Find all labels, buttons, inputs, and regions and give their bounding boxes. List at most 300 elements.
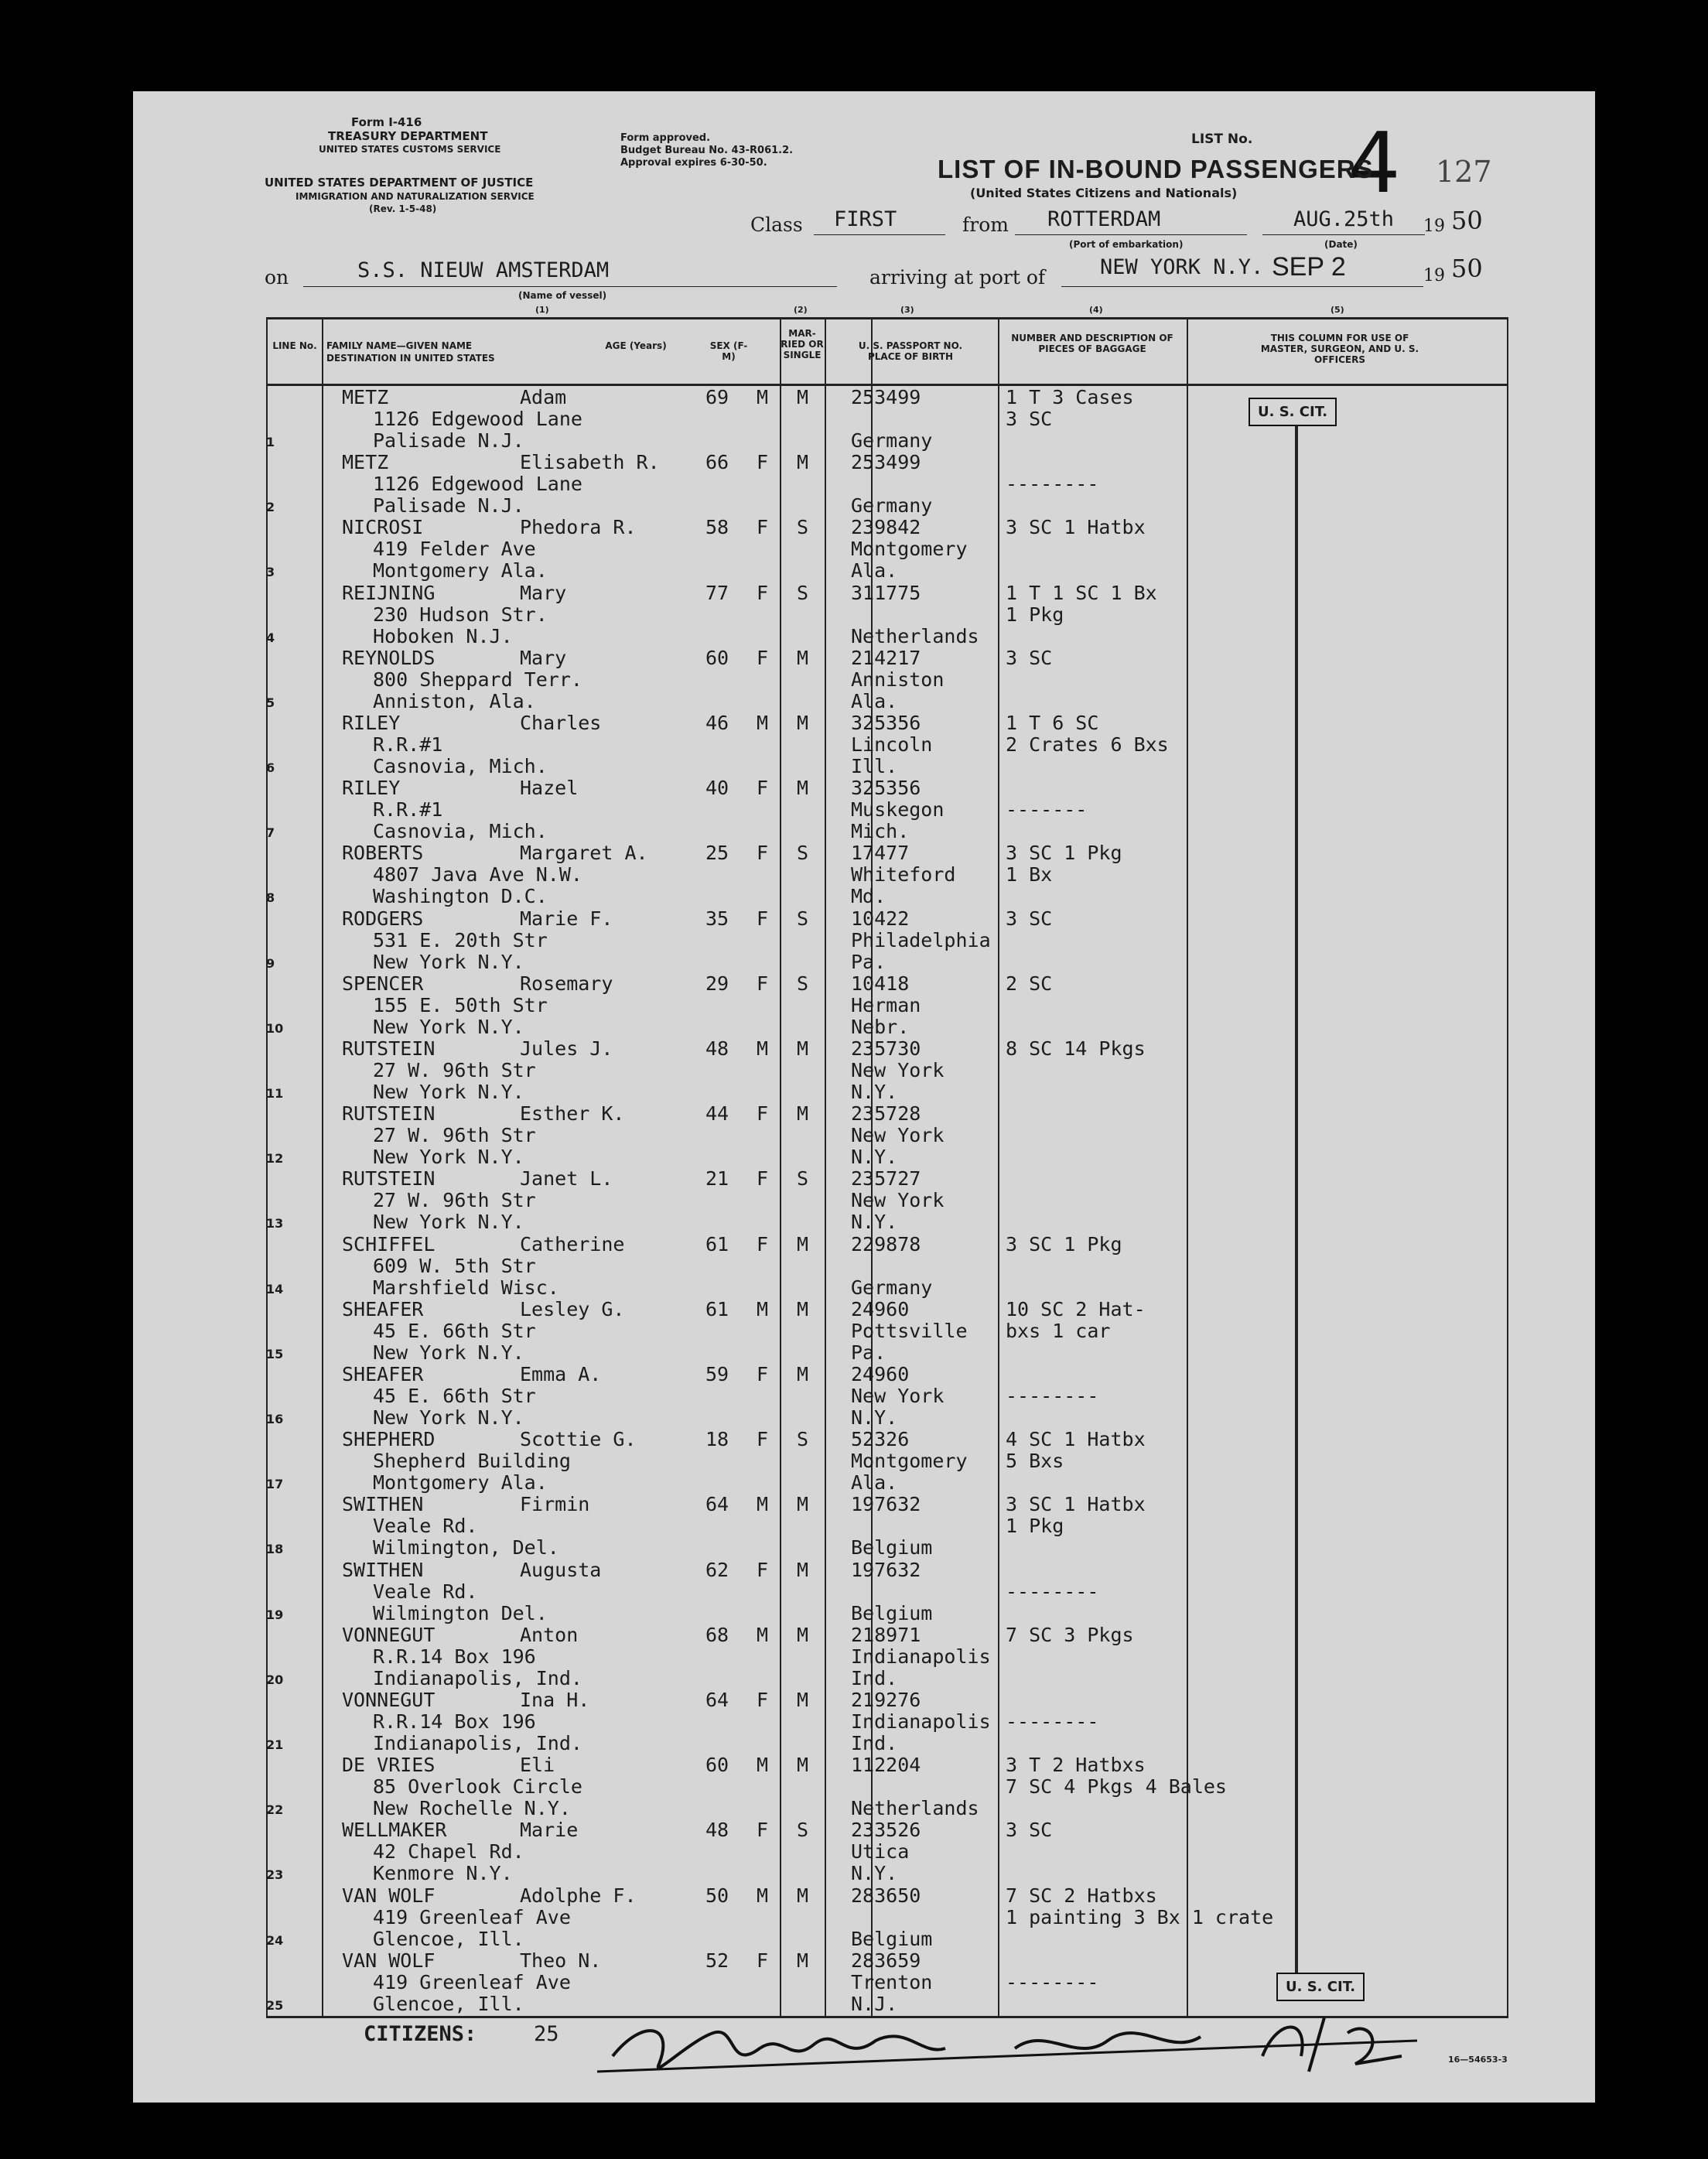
baggage-line-2: -------- — [1006, 1385, 1099, 1407]
baggage-line: 10 SC 2 Hat- — [1006, 1297, 1146, 1320]
address-line: 419 Greenleaf Ave — [373, 1970, 571, 1993]
passport-number: 197632 — [851, 1493, 921, 1516]
baggage-line: 2 SC — [1006, 972, 1053, 995]
baggage-line-2: bxs 1 car — [1006, 1319, 1111, 1342]
baggage-line-2: 2 Crates 6 Bxs — [1006, 733, 1169, 756]
sex-value: F — [757, 842, 769, 865]
age-value: 61 — [705, 1232, 729, 1255]
address-line: 85 Overlook Circle — [373, 1775, 582, 1799]
passport-number: 218971 — [851, 1623, 921, 1646]
passenger-list-sheet — [133, 91, 1595, 2103]
given-name: Rosemary — [520, 972, 613, 995]
age-value: 77 — [705, 581, 729, 604]
marital-status: S — [797, 516, 809, 539]
address-line: 27 W. 96th Str — [373, 1189, 536, 1212]
address-city: New York N.Y. — [373, 950, 524, 973]
vessel-name: S.S. NIEUW AMSTERDAM — [357, 258, 610, 282]
baggage-line: 3 SC 1 Pkg — [1006, 1232, 1122, 1255]
line-number: 21 — [266, 1737, 284, 1752]
from-label: from — [962, 214, 1009, 236]
address-city: Palisade N.J. — [373, 494, 524, 518]
baggage-line: 3 SC — [1006, 1819, 1053, 1842]
age-value: 35 — [705, 907, 729, 930]
age-value: 64 — [705, 1689, 729, 1711]
family-name: METZ — [342, 451, 389, 474]
year-label-1: 19 — [1423, 217, 1445, 236]
birth-place: Montgomery — [851, 1450, 968, 1473]
header-destination: DESTINATION IN UNITED STATES — [326, 353, 495, 364]
col-rule — [998, 317, 999, 2017]
marital-status: M — [797, 1037, 809, 1060]
family-name: RODGERS — [342, 907, 424, 930]
embark-date-value: AUG.25th — [1293, 207, 1395, 231]
passport-number: 311775 — [851, 581, 921, 604]
rev-date: (Rev. 1-5-48) — [369, 203, 437, 214]
header-passport: U. S. PASSPORT NO. PLACE OF BIRTH — [858, 340, 963, 362]
baggage-line: 1 T 1 SC 1 Bx — [1006, 581, 1157, 604]
line-number: 12 — [266, 1151, 284, 1167]
marital-status: M — [797, 1754, 809, 1777]
birth-place-2: Germany — [851, 1276, 933, 1299]
marital-status: M — [797, 451, 809, 474]
sex-value: M — [757, 712, 769, 734]
birth-place: New York — [851, 1059, 945, 1081]
baggage-line: 7 SC 2 Hatbxs — [1006, 1884, 1157, 1907]
header-age: AGE (Years) — [605, 340, 667, 351]
address-city: Indianapolis, Ind. — [373, 1732, 582, 1754]
baggage-line: 3 SC — [1006, 646, 1053, 669]
passport-number: 24960 — [851, 1363, 910, 1385]
age-value: 69 — [705, 386, 729, 408]
marital-status: M — [797, 386, 809, 408]
passport-number: 229878 — [851, 1232, 921, 1255]
form-id: Form I-416 — [351, 115, 422, 129]
year-label-2: 19 — [1423, 266, 1445, 285]
col-rule — [825, 317, 826, 2017]
line-number: 22 — [266, 1802, 284, 1818]
birth-place: Pottsville — [851, 1319, 968, 1342]
given-name: Hazel — [520, 777, 579, 800]
family-name: SHEAFER — [342, 1363, 424, 1385]
passport-number: 253499 — [851, 386, 921, 408]
family-name: METZ — [342, 386, 389, 408]
birth-place: Indianapolis — [851, 1645, 991, 1668]
given-name: Margaret A. — [520, 842, 648, 865]
sex-value: F — [757, 1232, 769, 1255]
year-value-1: 50 — [1451, 206, 1483, 235]
passport-number: 283650 — [851, 1884, 921, 1907]
address-city: Anniston, Ala. — [373, 689, 536, 712]
address-city: Wilmington, Del. — [373, 1536, 559, 1559]
birth-place: Trenton — [851, 1970, 933, 1993]
marital-status: S — [797, 972, 809, 995]
address-city: New York N.Y. — [373, 1406, 524, 1429]
age-value: 29 — [705, 972, 729, 995]
header-married: MAR-RIED OR SINGLE — [781, 328, 824, 360]
birth-place-2: Ala. — [851, 689, 898, 712]
marital-status: S — [797, 1167, 809, 1191]
address-city: Casnovia, Mich. — [373, 820, 548, 843]
given-name: Phedora R. — [520, 516, 637, 539]
passport-number: 197632 — [851, 1558, 921, 1581]
line-number: 15 — [266, 1346, 284, 1361]
age-value: 18 — [705, 1428, 729, 1451]
address-line: Veale Rd. — [373, 1515, 478, 1538]
address-city: Montgomery Ala. — [373, 1471, 548, 1495]
family-name: REYNOLDS — [342, 646, 436, 669]
citizens-count: 25 — [534, 2022, 559, 2046]
address-line: 230 Hudson Str. — [373, 603, 548, 626]
sex-value: F — [757, 1819, 769, 1842]
age-value: 44 — [705, 1102, 729, 1126]
line-number: 23 — [266, 1867, 284, 1883]
col-num-1: (1) — [535, 305, 549, 315]
birth-place: Philadelphia — [851, 928, 991, 951]
address-line: 1126 Edgewood Lane — [373, 473, 582, 496]
sex-value: F — [757, 1428, 769, 1451]
address-city: Washington D.C. — [373, 885, 548, 908]
us-citizen-stamp-top: U. S. CIT. — [1249, 398, 1337, 426]
col-num-2: (2) — [794, 305, 808, 315]
marital-status: S — [797, 1819, 809, 1842]
line-number: 19 — [266, 1607, 284, 1622]
sex-value: F — [757, 646, 769, 669]
family-name: WELLMAKER — [342, 1819, 447, 1842]
age-value: 61 — [705, 1297, 729, 1320]
given-name: Catherine — [520, 1232, 625, 1255]
birth-place-2: Netherlands — [851, 1797, 979, 1820]
sex-value: F — [757, 516, 769, 539]
family-name: ROBERTS — [342, 842, 424, 865]
baggage-line: 4 SC 1 Hatbx — [1006, 1428, 1146, 1451]
given-name: Janet L. — [520, 1167, 613, 1191]
birth-place: Utica — [851, 1840, 910, 1864]
address-city: Montgomery Ala. — [373, 559, 548, 582]
address-city: Glencoe, Ill. — [373, 1927, 524, 1950]
passport-number: 112204 — [851, 1754, 921, 1777]
address-line: R.R.#1 — [373, 798, 443, 822]
ins: IMMIGRATION AND NATURALIZATION SERVICE — [295, 191, 535, 202]
birth-place-2: Netherlands — [851, 624, 979, 647]
birth-place-2: Mich. — [851, 820, 910, 843]
family-name: VONNEGUT — [342, 1623, 436, 1646]
family-name: VAN WOLF — [342, 1884, 436, 1907]
sex-value: M — [757, 1297, 769, 1320]
vessel-caption: (Name of vessel) — [518, 290, 607, 301]
address-city: Indianapolis, Ind. — [373, 1666, 582, 1689]
family-name: SWITHEN — [342, 1558, 424, 1581]
family-name: REIJNING — [342, 581, 436, 604]
marital-status: M — [797, 646, 809, 669]
customs-service: UNITED STATES CUSTOMS SERVICE — [319, 144, 501, 155]
given-name: Theo N. — [520, 1949, 602, 1972]
arrival-date-value: SEP 2 — [1272, 252, 1346, 282]
marital-status: M — [797, 712, 809, 734]
line-number: 25 — [266, 1997, 284, 2013]
col-num-3: (3) — [900, 305, 914, 315]
table-top-rule — [266, 317, 1508, 319]
birth-place: Anniston — [851, 668, 945, 691]
birth-place-2: Belgium — [851, 1536, 933, 1559]
passport-number: 235728 — [851, 1102, 921, 1126]
birth-place: New York — [851, 1385, 945, 1407]
class-value: FIRST — [834, 207, 897, 231]
birth-place: Muskegon — [851, 798, 945, 822]
passport-number: 325356 — [851, 712, 921, 734]
given-name: Jules J. — [520, 1037, 613, 1060]
given-name: Mary — [520, 581, 567, 604]
marital-status: M — [797, 1232, 809, 1255]
address-city: Palisade N.J. — [373, 429, 524, 452]
birth-place: New York — [851, 1189, 945, 1212]
address-line: R.R.14 Box 196 — [373, 1645, 536, 1668]
family-name: SPENCER — [342, 972, 424, 995]
address-line: R.R.#1 — [373, 733, 443, 756]
line-number: 13 — [266, 1216, 284, 1232]
passport-number: 52326 — [851, 1428, 910, 1451]
address-city: Kenmore N.Y. — [373, 1862, 513, 1885]
family-name: SHEAFER — [342, 1297, 424, 1320]
baggage-line: 1 T 3 Cases — [1006, 386, 1134, 408]
age-value: 21 — [705, 1167, 729, 1191]
birth-place-2: Belgium — [851, 1601, 933, 1624]
treasury-dept: TREASURY DEPARTMENT — [328, 129, 488, 143]
sex-value: F — [757, 907, 769, 930]
birth-place-2: Pa. — [851, 1341, 886, 1364]
sex-value: M — [757, 1493, 769, 1516]
marital-status: M — [797, 1623, 809, 1646]
address-line: 419 Felder Ave — [373, 538, 536, 561]
baggage-line: 3 SC 1 Hatbx — [1006, 1493, 1146, 1516]
marital-status: S — [797, 907, 809, 930]
birth-place: New York — [851, 1124, 945, 1147]
family-name: DE VRIES — [342, 1754, 436, 1777]
col-num-5: (5) — [1331, 305, 1344, 315]
port-embarkation-value: ROTTERDAM — [1047, 207, 1161, 231]
family-name: SHEPHERD — [342, 1428, 436, 1451]
line-number: 3 — [266, 565, 275, 580]
given-name: Augusta — [520, 1558, 602, 1581]
header-sex: SEX (F-M) — [709, 340, 748, 362]
given-name: Esther K. — [520, 1102, 625, 1126]
budget-bureau: Budget Bureau No. 43-R061.2. — [620, 145, 794, 156]
doj: UNITED STATES DEPARTMENT OF JUSTICE — [265, 176, 534, 190]
line-number: 7 — [266, 825, 275, 841]
sex-value: F — [757, 972, 769, 995]
family-name: RUTSTEIN — [342, 1102, 436, 1126]
address-line: 27 W. 96th Str — [373, 1124, 536, 1147]
line-number: 2 — [266, 500, 275, 515]
age-value: 58 — [705, 516, 729, 539]
marital-status: M — [797, 777, 809, 800]
line-number: 17 — [266, 1477, 284, 1492]
line-number: 4 — [266, 630, 275, 645]
form-title: LIST OF IN-BOUND PASSENGERS — [938, 155, 1374, 183]
baggage-line: 7 SC 3 Pkgs — [1006, 1623, 1134, 1646]
age-value: 59 — [705, 1363, 729, 1385]
line-number: 16 — [266, 1412, 284, 1426]
address-city: New York N.Y. — [373, 1015, 524, 1038]
family-name: SCHIFFEL — [342, 1232, 436, 1255]
baggage-line-2: 1 painting 3 Bx 1 crate — [1006, 1905, 1274, 1928]
birth-place-2: Ind. — [851, 1666, 898, 1689]
marital-status: M — [797, 1493, 809, 1516]
address-line: 800 Sheppard Terr. — [373, 668, 582, 691]
family-name: VONNEGUT — [342, 1689, 436, 1711]
baggage-line: 3 SC — [1006, 907, 1053, 930]
passport-number: 283659 — [851, 1949, 921, 1972]
age-value: 62 — [705, 1558, 729, 1581]
header-line-no: LINE No. — [272, 340, 317, 351]
birth-place: Indianapolis — [851, 1710, 991, 1733]
baggage-line: 1 T 6 SC — [1006, 712, 1099, 734]
header-family: FAMILY NAME—GIVEN NAME — [326, 340, 473, 351]
approval-expires: Approval expires 6-30-50. — [620, 157, 767, 169]
sex-value: M — [757, 386, 769, 408]
col-rule — [1187, 317, 1188, 2017]
birth-place: Whiteford — [851, 863, 956, 886]
birth-place-2: N.Y. — [851, 1862, 898, 1885]
address-line: 419 Greenleaf Ave — [373, 1905, 571, 1928]
marital-status: M — [797, 1297, 809, 1320]
address-line: 531 E. 20th Str — [373, 928, 548, 951]
year-value-2: 50 — [1451, 254, 1483, 283]
address-city: New York N.Y. — [373, 1211, 524, 1234]
address-city: New Rochelle N.Y. — [373, 1797, 571, 1820]
address-city: Marshfield Wisc. — [373, 1276, 559, 1299]
age-value: 46 — [705, 712, 729, 734]
given-name: Elisabeth R. — [520, 451, 660, 474]
given-name: Charles — [520, 712, 602, 734]
passport-number: 235730 — [851, 1037, 921, 1060]
col-rule — [322, 317, 323, 2017]
address-line: 1126 Edgewood Lane — [373, 408, 582, 430]
birth-place-2: Nebr. — [851, 1015, 910, 1038]
family-name: SWITHEN — [342, 1493, 424, 1516]
baggage-line: 3 SC 1 Hatbx — [1006, 516, 1146, 539]
passport-number: 17477 — [851, 842, 910, 865]
family-name: RILEY — [342, 712, 401, 734]
baggage-line-2: 1 Pkg — [1006, 1515, 1064, 1538]
sex-value: M — [757, 1754, 769, 1777]
birth-place-2: N.Y. — [851, 1211, 898, 1234]
baggage-line-2: 7 SC 4 Pkgs 4 Bales — [1006, 1775, 1227, 1799]
sex-value: M — [757, 1623, 769, 1646]
age-value: 40 — [705, 777, 729, 800]
passport-number: 233526 — [851, 1819, 921, 1842]
birth-place-2: N.Y. — [851, 1081, 898, 1103]
birth-place-2: N.Y. — [851, 1146, 898, 1169]
sex-value: F — [757, 581, 769, 604]
baggage-line-2: 5 Bxs — [1006, 1450, 1064, 1473]
address-line: 45 E. 66th Str — [373, 1385, 536, 1407]
line-number: 18 — [266, 1542, 284, 1557]
birth-place-2: N.J. — [851, 1992, 898, 2015]
address-city: New York N.Y. — [373, 1341, 524, 1364]
passport-number: 24960 — [851, 1297, 910, 1320]
col-num-4: (4) — [1089, 305, 1103, 315]
given-name: Ina H. — [520, 1689, 590, 1711]
form-subtitle: (United States Citizens and Nationals) — [970, 186, 1238, 200]
baggage-line-2: -------- — [1006, 1580, 1099, 1603]
birth-place-2: Belgium — [851, 1927, 933, 1950]
marital-status: M — [797, 1102, 809, 1126]
given-name: Emma A. — [520, 1363, 602, 1385]
birth-place-2: Ind. — [851, 1732, 898, 1754]
form-approved: Form approved. — [620, 132, 711, 144]
baggage-line-2: -------- — [1006, 473, 1099, 496]
list-no-value: 4 — [1348, 115, 1401, 212]
line-number: 11 — [266, 1086, 284, 1101]
age-value: 25 — [705, 842, 729, 865]
list-no-label: LIST No. — [1191, 132, 1253, 147]
baggage-line: 3 T 2 Hatbxs — [1006, 1754, 1146, 1777]
baggage-line: 3 SC 1 Pkg — [1006, 842, 1122, 865]
birth-place-2: Ala. — [851, 1471, 898, 1495]
address-city: New York N.Y. — [373, 1146, 524, 1169]
date-caption: (Date) — [1324, 239, 1358, 250]
sex-value: F — [757, 451, 769, 474]
baggage-line-2: 1 Bx — [1006, 863, 1053, 886]
address-line: Shepherd Building — [373, 1450, 571, 1473]
form-code: 16—54653-3 — [1448, 2055, 1508, 2065]
given-name: Marie — [520, 1819, 579, 1842]
sex-value: M — [757, 1037, 769, 1060]
family-name: RUTSTEIN — [342, 1037, 436, 1060]
page-number: 127 — [1436, 155, 1492, 189]
baggage-line-2: 3 SC — [1006, 408, 1053, 430]
address-city: New York N.Y. — [373, 1081, 524, 1103]
birth-place-2: Ala. — [851, 559, 898, 582]
family-name: NICROSI — [342, 516, 424, 539]
citizens-label: CITIZENS: — [364, 2022, 477, 2046]
baggage-line-2: -------- — [1006, 1970, 1099, 1993]
line-number: 1 — [266, 435, 275, 449]
line-number: 10 — [266, 1020, 284, 1036]
age-value: 50 — [705, 1884, 729, 1907]
birth-place-2: Ill. — [851, 755, 898, 777]
line-number: 14 — [266, 1281, 284, 1296]
passport-number: 10418 — [851, 972, 910, 995]
sex-value: F — [757, 1167, 769, 1191]
age-value: 60 — [705, 646, 729, 669]
address-line: 45 E. 66th Str — [373, 1319, 536, 1342]
sex-value: M — [757, 1884, 769, 1907]
officer-signature — [582, 1971, 1448, 2087]
family-name: RILEY — [342, 777, 401, 800]
address-line: Veale Rd. — [373, 1580, 478, 1603]
col-rule — [1507, 317, 1508, 2017]
age-value: 48 — [705, 1819, 729, 1842]
arriving-label: arriving at port of — [869, 266, 1046, 289]
passport-number: 235727 — [851, 1167, 921, 1191]
line-number: 8 — [266, 890, 275, 906]
birth-place-2: N.Y. — [851, 1406, 898, 1429]
birth-place-2: Pa. — [851, 950, 886, 973]
age-value: 60 — [705, 1754, 729, 1777]
class-label: Class — [750, 214, 803, 236]
sex-value: F — [757, 777, 769, 800]
col-rule — [780, 317, 781, 2017]
sex-value: F — [757, 1102, 769, 1126]
sex-value: F — [757, 1689, 769, 1711]
given-name: Marie F. — [520, 907, 613, 930]
address-city: Casnovia, Mich. — [373, 755, 548, 777]
marital-status: M — [797, 1884, 809, 1907]
port-embark-caption: (Port of embarkation) — [1069, 239, 1184, 250]
us-citizen-stamp-bottom: U. S. CIT. — [1276, 1973, 1365, 2001]
passport-number: 239842 — [851, 516, 921, 539]
